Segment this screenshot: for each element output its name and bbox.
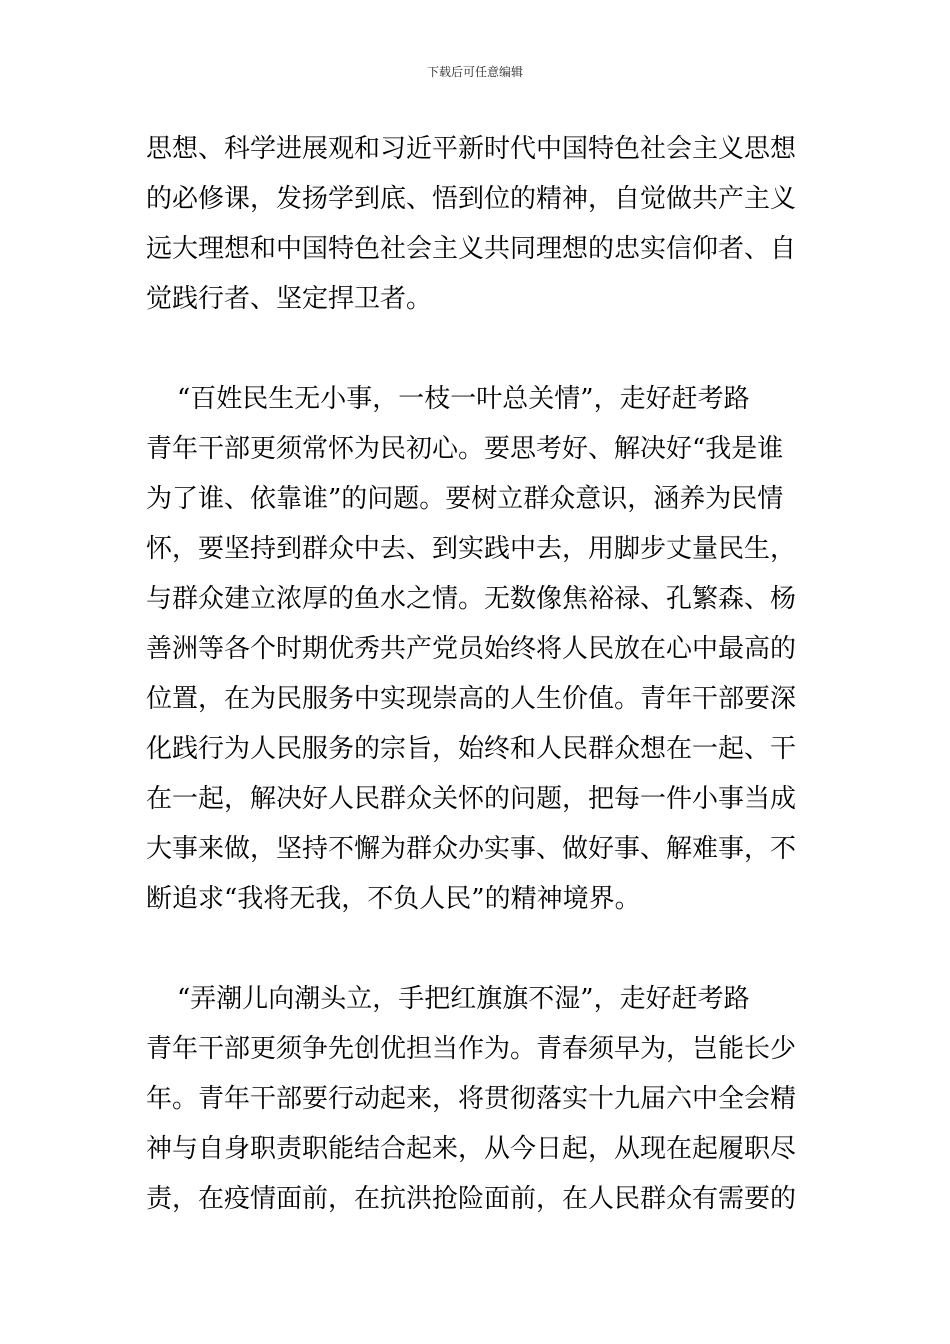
text-line: 觉践行者、坚定捍卫者。 [146, 284, 433, 314]
text-line: 青年干部更须争先创优担当作为。青春须早为，岂能长少 [146, 1034, 797, 1064]
text-line: 思想、科学进展观和习近平新时代中国特色社会主义思想 [146, 134, 797, 164]
text-line: 远大理想和中国特色社会主义共同理想的忠实信仰者、自 [146, 234, 797, 264]
text-line: 责，在疫情面前，在抗洪抢险面前，在人民群众有需要的 [146, 1184, 797, 1214]
text-line: 化践行为人民服务的宗旨，始终和人民群众想在一起、干 [146, 734, 797, 764]
text-line: 位置，在为民服务中实现崇高的人生价值。青年干部要深 [146, 684, 797, 714]
text-line: 的必修课，发扬学到底、悟到位的精神，自觉做共产主义 [146, 184, 797, 214]
text-line: 与群众建立浓厚的鱼水之情。无数像焦裕禄、孔繁森、杨 [146, 584, 797, 614]
text-line: “百姓民生无小事，一枝一叶总关情”，走好赶考路 [177, 384, 750, 414]
page-header: 下载后可任意编辑 [426, 65, 523, 79]
text-line: 在一起，解决好人民群众关怀的问题，把每一件小事当成 [146, 784, 797, 814]
text-line: 神与自身职责职能结合起来，从今日起，从现在起履职尽 [146, 1134, 797, 1164]
text-line: 怀，要坚持到群众中去、到实践中去，用脚步丈量民生， [146, 534, 797, 564]
text-line: 为了谁、依靠谁”的问题。要树立群众意识，涵养为民情 [146, 484, 784, 514]
text-line: 青年干部更须常怀为民初心。要思考好、解决好“我是谁 [146, 434, 784, 464]
text-line: 善洲等各个时期优秀共产党员始终将人民放在心中最高的 [146, 634, 797, 664]
text-line: 断追求“我将无我，不负人民”的精神境界。 [146, 884, 641, 914]
text-line: “弄潮儿向潮头立，手把红旗旗不湿”，走好赶考路 [177, 984, 750, 1014]
text-line: 年。青年干部要行动起来，将贯彻落实十九届六中全会精 [146, 1084, 797, 1114]
text-line: 大事来做，坚持不懈为群众办实事、做好事、解难事，不 [146, 834, 797, 864]
